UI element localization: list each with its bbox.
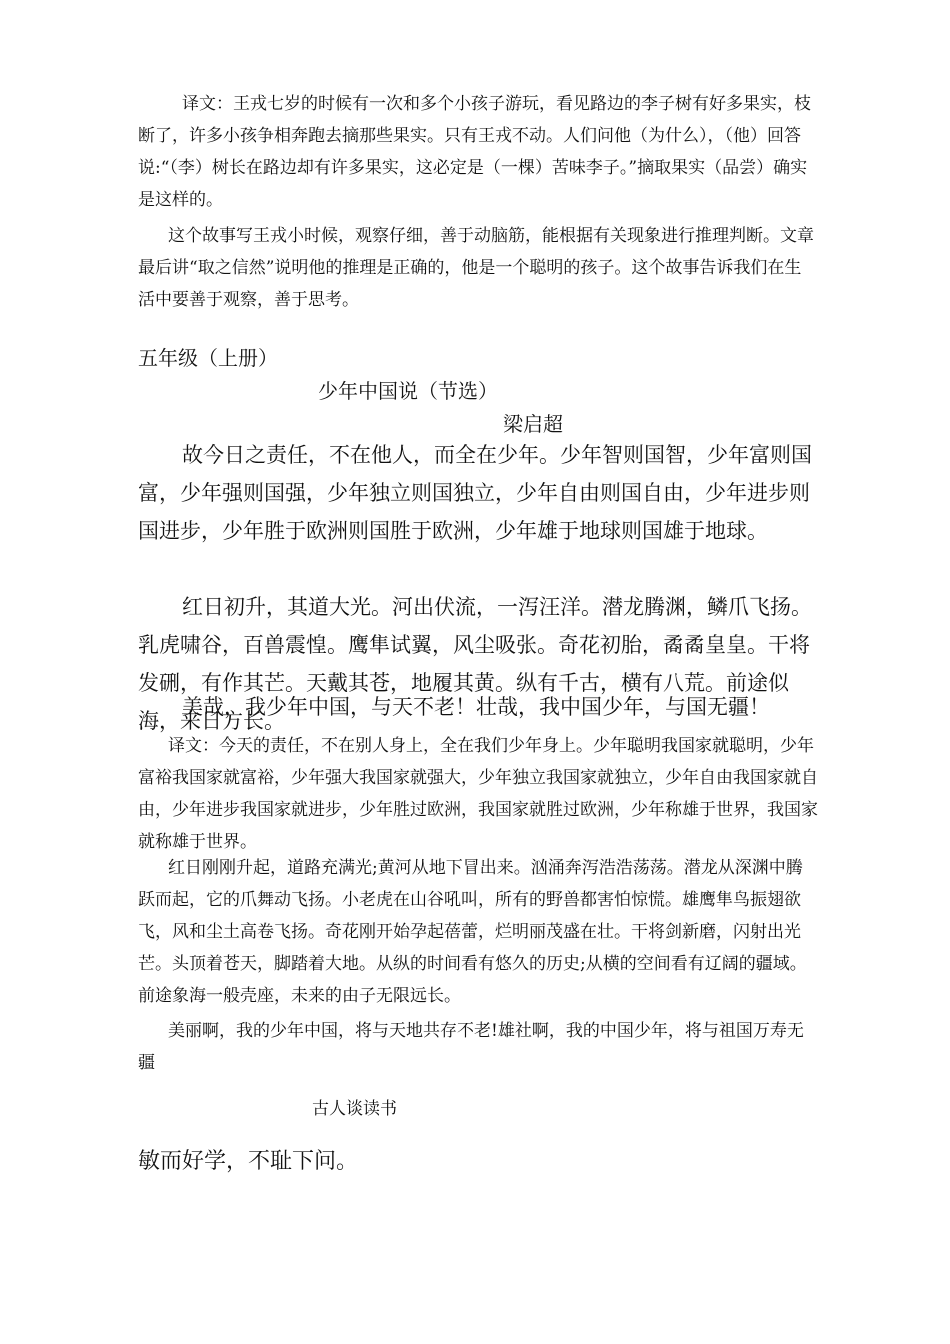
translation-paragraph-2: 红日刚刚升起，道路充满光;黄河从地下冒出来。汹涌奔泻浩浩荡荡。潜龙从深渊中腾跃而起，它的爪舞动飞扬。小老虎在山谷吼叫，所有的野兽都害怕惊慌。雄鹰隼鸟振翅欲飞，风和尘土高卷飞扬。奇花刚开始孕起蓓蕾，烂明丽茂盛在壮。干将剑新磨，闪射出光芒。头顶着苍天，脚踏着大地。从纵的时间看有悠久的历史;从横的空间看有辽阔的疆域。前途象海一般壳座，未来的由子无限远长。 [138, 858, 807, 1006]
story-summary-paragraph: 这个故事写王戎小时候，观察仔细，善于动脑筋，能根据有关现象进行推理判断。文章最后讲“取之信然”说明他的推理是正确的，他是一个聪明的孩子。这个故事告诉我们在生活中要善于观察，善于思考。 [138, 226, 814, 310]
original-paragraph-1: 故今日之责任，不在他人，而全在少年。少年智则国智，少年富则国富，少年强则国强，少年独立则国独立，少年自由则国自由，少年进步则国进步，少年胜于欧洲则国胜于欧洲，少年雄于地球则国雄于地球。 [138, 443, 812, 543]
original-paragraph-3: 美哉，我少年中国，与天不老！壮哉，我中国少年，与国无疆！ [182, 695, 770, 719]
translation-paragraph-1: 译文：今天的责任，不在别人身上，全在我们少年身上。少年聪明我国家就聪明，少年富裕我国家就富裕，少年强大我国家就强大，少年独立我国家就独立，少年自由我国家就自由，少年进步我国家就进步，少年胜过欧洲，我国家就胜过欧洲，少年称雄于世界，我国家就称雄于世界。 [138, 736, 818, 852]
poem-title: 少年中国说（节选） [318, 379, 498, 403]
quote-line: 敏而好学，不耻下问。 [138, 1149, 359, 1174]
poem-author: 梁启超 [503, 412, 563, 436]
translation-paragraph-wangrong: 译文：王戎七岁的时候有一次和多个小孩子游玩，看见路边的李子树有好多果实，枝断了，许多小孩争相奔跑去摘那些果实。只有王戎不动。人们问他（为什么），（他）回答说:“（李）树长在路边却有许多果实，这必定是（一棵）苦味李子。”摘取果实（品尝）确实是这样的。 [138, 94, 811, 210]
grade-heading: 五年级（上册） [138, 346, 278, 370]
translation-paragraph-3: 美丽啊，我的少年中国，将与天地共存不老!雄社啊，我的中国少年，将与祖国万寿无疆 [138, 1021, 804, 1073]
section-title-reading: 古人谈读书 [312, 1099, 397, 1119]
original-paragraph-2: 红日初升，其道大光。河出伏流，一泻汪洋。潜龙腾渊，鳞爪飞扬。乳虎啸谷，百兽震惶。鹰隼试翼，风尘吸张。奇花初胎，矞矞皇皇。干将发硎，有作其芒。天戴其苍，地履其黄。纵有千古，横有八荒。前途似海，来日方长。 [138, 595, 812, 733]
